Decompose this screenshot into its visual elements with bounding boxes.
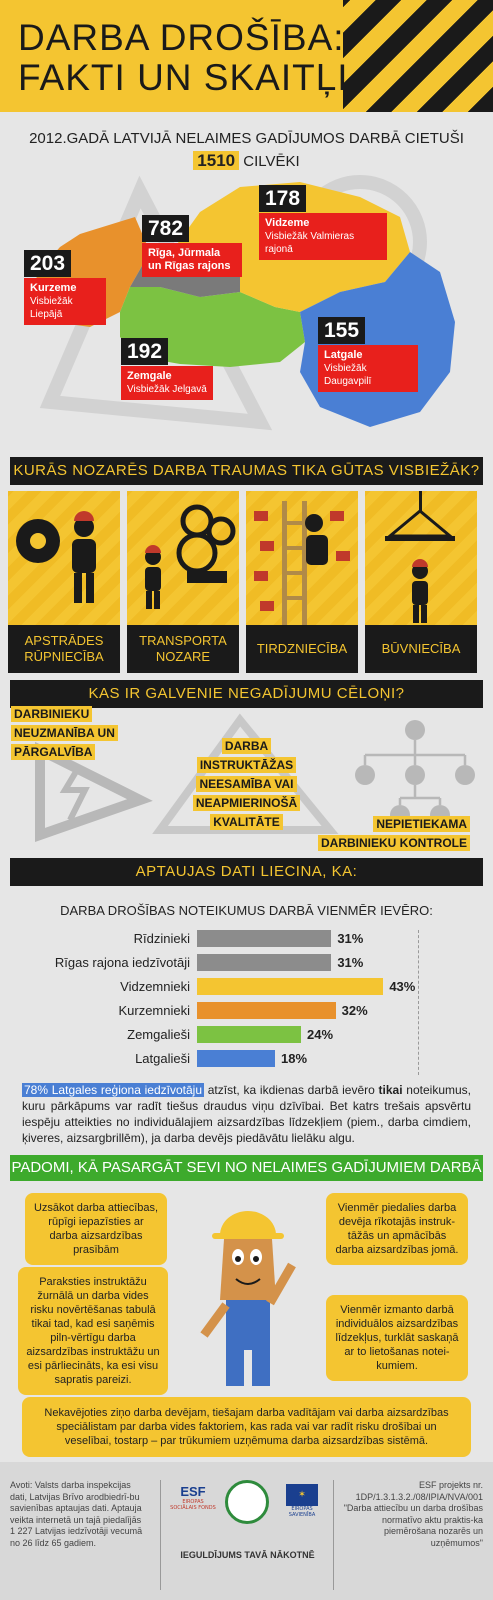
tips-heading: PADOMI, KĀ PASARGĀT SEVI NO NELAIMES GADĪJUMIEM DARBĀ xyxy=(10,1155,483,1181)
region-vidzeme-name: Vidzeme xyxy=(265,217,310,229)
cause-carelessness xyxy=(11,703,118,760)
bar xyxy=(197,1026,301,1043)
title-line-1: DARBA DROŠĪBA: xyxy=(18,17,345,58)
cause-no-instruction-line2: INSTRUKTĀŽAS xyxy=(197,757,296,773)
region-latgale-detail: Visbiežāk Daugavpilī xyxy=(324,363,372,387)
cause-carelessness-line1: DARBINIEKU xyxy=(11,706,92,722)
bar-value-label: 18% xyxy=(281,1051,308,1066)
region-zemgale-number: 192 xyxy=(121,338,168,365)
total-injured-unit: CILVĒKI xyxy=(243,153,300,170)
esf-logo xyxy=(170,1484,216,1511)
bar-label: Rīgas rajona iedzīvotāji xyxy=(54,955,190,970)
bar-value-label: 24% xyxy=(307,1027,334,1042)
industry-trade-label: TIRDZNIECĪBA xyxy=(246,625,358,673)
esf-logo-subtitle: EIROPAS SOCIĀLAIS FONDS xyxy=(170,1499,216,1511)
region-kurzeme-name: Kurzeme xyxy=(30,282,77,294)
region-riga-number: 782 xyxy=(142,215,189,242)
region-latgale-name: Latgale xyxy=(324,349,363,361)
cause-no-instruction-line4: NEAPMIERINOŠĀ xyxy=(193,795,300,811)
bar-label: Rīdzinieki xyxy=(133,931,190,946)
region-kurzeme-number: 203 xyxy=(24,250,71,277)
bar-value-label: 32% xyxy=(341,1003,368,1018)
industry-trade-tile xyxy=(246,491,358,625)
ladder-shelves-icon xyxy=(246,491,358,625)
footer-project: ESF projekts nr. 1DP/1.3.1.3.2./08/IPIA/NVA/001 "Darba attiecību un darba drošības normatīvo aktu praktis-ka piemērošana nozarēs un uzņēmumos" xyxy=(343,1480,483,1548)
cause-no-instruction-line1: DARBA xyxy=(222,738,271,754)
survey-bold-word: tikai xyxy=(378,1083,403,1097)
map-section xyxy=(0,112,493,457)
tip-2: Vienmēr piedalies darba devēja rīkotajās instruk-tāžās un apmācībās darba aizsardzības jomā. xyxy=(326,1193,468,1265)
tip-1: Uzsākot darba attiecības, rūpīgi iepazīsties ar darba aizsardzības prasībām xyxy=(25,1193,167,1265)
chart-reference-line xyxy=(418,930,419,1075)
eu-logo xyxy=(282,1484,322,1518)
trade-union-logo xyxy=(225,1480,269,1524)
region-vidzeme-detail: Visbiežāk Valmieras rajonā xyxy=(265,231,355,255)
industry-trade xyxy=(246,491,358,673)
cause-insufficient-control-line2: DARBINIEKU KONTROLE xyxy=(318,835,470,851)
footer xyxy=(0,1462,493,1600)
industry-manufacturing-tile xyxy=(8,491,120,625)
warning-stripes xyxy=(343,0,493,112)
film-reel-worker-icon xyxy=(127,491,239,625)
eu-logo-subtitle: EIROPAS SAVIENĪBA xyxy=(288,1506,316,1518)
cause-insufficient-control-line1: NEPIETIEKAMA xyxy=(373,816,470,832)
survey-text-1: atzīst, ka ikdienas darbā ievēro xyxy=(204,1083,379,1097)
bar-value-label: 43% xyxy=(389,979,416,994)
region-vidzeme xyxy=(259,187,387,260)
region-riga-label xyxy=(142,243,242,277)
bar-value-label: 31% xyxy=(337,931,364,946)
industry-transport xyxy=(127,491,239,673)
survey-heading: APTAUJAS DATI LIECINA, KA: xyxy=(10,858,483,886)
esf-logo-text: ESF xyxy=(180,1484,206,1499)
region-riga xyxy=(142,217,242,277)
total-injured-number: 1510 xyxy=(193,151,239,170)
region-kurzeme-detail: Visbiežāk Liepājā xyxy=(30,296,73,320)
region-vidzeme-number: 178 xyxy=(259,185,306,212)
cause-no-instruction xyxy=(180,735,313,830)
industry-transport-tile xyxy=(127,491,239,625)
region-latgale-number: 155 xyxy=(318,317,365,344)
region-vidzeme-label xyxy=(259,213,387,260)
survey-bar-chart xyxy=(0,930,493,1080)
industries-heading: KURĀS NOZARĒS DARBA TRAUMAS TIKA GŪTAS VISBIEŽĀK? xyxy=(10,457,483,485)
bar-label: Kurzemnieki xyxy=(118,1003,190,1018)
industry-manufacturing-label: APSTRĀDES RŪPNIECĪBA xyxy=(8,625,120,673)
intro-text: 2012.GADĀ LATVIJĀ NELAIMES GADĪJUMOS DARBĀ CIETUŠI xyxy=(29,130,464,147)
org-chart-icon xyxy=(355,720,475,825)
saw-worker-icon xyxy=(8,491,120,625)
survey-highlight: 78% Latgales reģiona iedzīvotāju xyxy=(24,1083,203,1097)
survey-text-2: noteikumus, kuru pārkāpums var radīt tiešus draudus viņu dzīvībai. Bet katrs trešais apsvērtu iespēju atteikties no individuālajiem aizsardzības līdzekļiem (piem., darba cimdiem, ķiveres, aizsargbrillēm), ja darba devējs piedāvātu lielāku algu. xyxy=(22,1083,472,1145)
survey-paragraph xyxy=(22,1082,471,1146)
cause-carelessness-line2: NEUZMANĪBA UN xyxy=(11,725,118,741)
bar xyxy=(197,954,331,971)
region-zemgale-detail: Visbiežāk Jelgavā xyxy=(127,384,207,395)
region-latgale-label xyxy=(318,345,418,392)
footer-slogan: IEGULDĪJUMS TAVĀ NĀKOTNĒ xyxy=(180,1550,315,1560)
region-zemgale-label xyxy=(121,366,213,400)
electric-hazard-icon xyxy=(40,750,140,835)
industry-construction xyxy=(365,491,477,673)
industry-construction-tile xyxy=(365,491,477,625)
bar-value-label: 31% xyxy=(337,955,364,970)
industry-manufacturing xyxy=(8,491,120,673)
industry-transport-label: TRANSPORTA NOZARE xyxy=(127,625,239,673)
bar-label: Vidzemnieki xyxy=(120,979,190,994)
bar xyxy=(197,978,383,995)
region-latgale xyxy=(318,319,418,392)
footer-divider-right xyxy=(333,1480,334,1590)
page-title xyxy=(18,18,349,98)
tip-4: Vienmēr izmanto darbā individuālos aizsardzības līdzekļus, turklāt saskaņā ar to lietošanas notei-kumiem. xyxy=(326,1295,468,1381)
bar-label: Zemgalieši xyxy=(127,1027,190,1042)
crane-hook-icon xyxy=(365,491,477,625)
header xyxy=(0,0,493,112)
cause-no-instruction-line3: NEESAMĪBA VAI xyxy=(196,776,296,792)
bar xyxy=(197,930,331,947)
bar xyxy=(197,1050,275,1067)
cause-no-instruction-line5: KVALITĀTE xyxy=(210,814,282,830)
causes-heading: KAS IR GALVENIE NEGADĪJUMU CĒLOŅI? xyxy=(10,680,483,708)
region-kurzeme xyxy=(24,252,106,325)
industry-construction-label: BŪVNIECĪBA xyxy=(365,625,477,673)
region-riga-name: Rīga, Jūrmala un Rīgas rajons xyxy=(148,247,231,272)
region-zemgale-name: Zemgale xyxy=(127,370,172,382)
title-line-2: FAKTI UN SKAITĻI xyxy=(18,57,349,98)
survey-subheading: DARBA DROŠĪBAS NOTEIKUMUS DARBĀ VIENMĒR IEVĒRO: xyxy=(60,903,433,918)
bar-label: Latgalieši xyxy=(135,1051,190,1066)
tip-3: Paraksties instruktāžu žurnālā un darba vides risku novērtēšanas tabulā tikai tad, kad esi saņēmis piln-vērtīgu darba aizsardzības instruktāžu un esi pārliecināts, ka esi visu sapratis pareizi. xyxy=(18,1267,168,1395)
region-kurzeme-label xyxy=(24,278,106,325)
region-zemgale xyxy=(121,340,213,400)
tip-5: Nekavējoties ziņo darba devējam, tiešajam darba vadītājam vai darba aizsardzības speciālistam par darba vides faktoriem, kas rada vai var radīt risku drošībai un veselībai, tostarp – par trūkumiem uzņēmuma darba aizsardzības sistēmā. xyxy=(22,1397,471,1457)
cause-carelessness-line3: PĀRGALVĪBA xyxy=(11,744,95,760)
worker-mascot-icon xyxy=(190,1205,310,1390)
footer-divider-left xyxy=(160,1480,161,1590)
footer-sources: Avoti: Valsts darba inspekcijas dati, Latvijas Brīvo arodbiedrī-bu savienības aptaujas dati. Aptauja veikta internetā un tajā piedalījās 1 227 Latvijas iedzīvotāji vecumā no 26 līdz 65 gadiem. xyxy=(10,1480,143,1548)
bar xyxy=(197,1002,336,1019)
eu-flag-icon: ✶ xyxy=(286,1484,318,1506)
cause-insufficient-control xyxy=(310,813,470,851)
